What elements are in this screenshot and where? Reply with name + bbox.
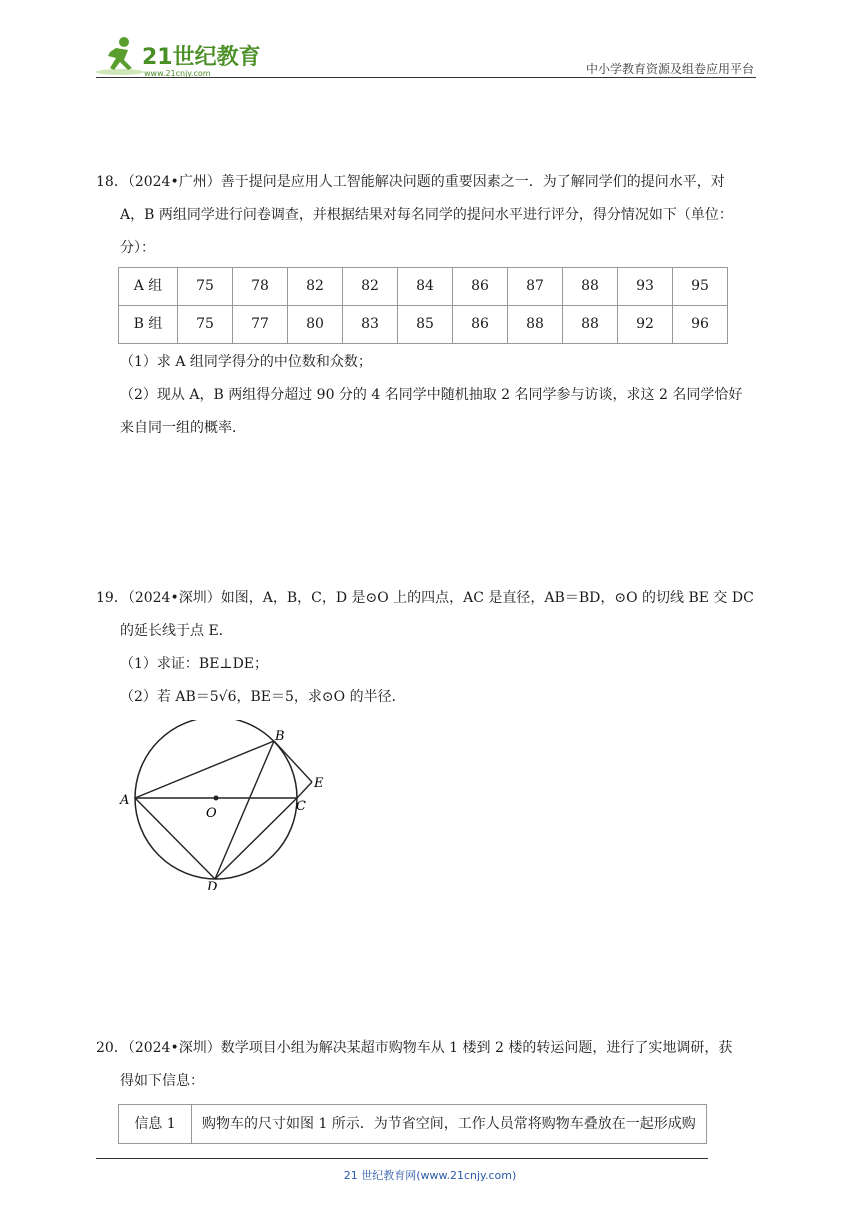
q20-number: 20． xyxy=(96,1040,128,1056)
table-cell: 88 xyxy=(563,306,618,344)
table-cell: 85 xyxy=(398,306,453,344)
table-cell: 77 xyxy=(233,306,288,344)
label-o: O xyxy=(206,806,217,821)
q18-stem-2: A，B 两组同学进行问卷调查，并根据结果对每名同学的提问水平进行评分，得分情况如下（单位： xyxy=(120,207,733,223)
table-cell: 82 xyxy=(288,268,343,306)
q18-stem-1: 善于提问是应用人工智能解决问题的重要因素之一．为了解同学们的提问水平，对 xyxy=(220,174,725,190)
table-cell: 86 xyxy=(453,306,508,344)
label-c: C xyxy=(296,799,306,814)
geometry-figure xyxy=(118,720,333,890)
label-b: B xyxy=(275,729,285,744)
footer-link[interactable]: 21 世纪教育网(www.21cnjy.com) xyxy=(343,1169,517,1182)
table-cell: 95 xyxy=(673,268,728,306)
q19-stem-2: 的延长线于点 E． xyxy=(120,623,233,639)
table-cell: 86 xyxy=(453,268,508,306)
table-cell: 80 xyxy=(288,306,343,344)
q19-number: 19． xyxy=(96,590,128,606)
segment-dc xyxy=(215,798,297,879)
logo-url: www.21cnjy.com xyxy=(144,69,211,78)
table-row xyxy=(119,1105,707,1144)
q20-stem-1: 数学项目小组为解决某超市购物车从 1 楼到 2 楼的转运问题，进行了实地调研，获 xyxy=(220,1040,733,1056)
table-cell: 88 xyxy=(508,306,563,344)
site-logo xyxy=(94,34,264,80)
q18-number: 18． xyxy=(96,174,128,190)
q18-part-2-cont: 来自同一组的概率． xyxy=(120,420,246,436)
table-cell: 87 xyxy=(508,268,563,306)
q19-part-1: （1）求证：BE⊥DE； xyxy=(120,656,269,672)
table-cell: 78 xyxy=(233,268,288,306)
tangent-be xyxy=(274,741,312,782)
q20-stem-2: 得如下信息： xyxy=(120,1073,204,1089)
runner-logo-icon xyxy=(94,34,264,80)
q18-source: （2024•广州） xyxy=(127,174,221,190)
table-row xyxy=(119,268,728,306)
table-cell: 75 xyxy=(178,306,233,344)
table-cell: 96 xyxy=(673,306,728,344)
q18-part-2: （2）现从 A，B 两组得分超过 90 分的 4 名同学中随机抽取 2 名同学参与访谈，求这 2 名同学恰好 xyxy=(120,387,743,403)
q18-part-1: （1）求 A 组同学得分的中位数和众数； xyxy=(120,354,372,370)
info-text: 购物车的尺寸如图 1 所示．为节省空间，工作人员常将购物车叠放在一起形成购 xyxy=(192,1105,707,1144)
footer-divider xyxy=(96,1158,708,1159)
info-table xyxy=(118,1104,707,1144)
table-cell: 88 xyxy=(563,268,618,306)
question-18 xyxy=(96,166,766,445)
row-label-a: A 组 xyxy=(119,268,178,306)
table-cell: 82 xyxy=(343,268,398,306)
table-cell: 83 xyxy=(343,306,398,344)
q20-source: （2024•深圳） xyxy=(127,1040,221,1056)
q19-source: （2024•深圳） xyxy=(127,590,221,606)
table-cell: 75 xyxy=(178,268,233,306)
table-row xyxy=(119,306,728,344)
label-a: A xyxy=(120,793,130,808)
info-label: 信息 1 xyxy=(119,1105,192,1144)
q19-part-2: （2）若 AB＝5√6，BE＝5，求⊙O 的半径． xyxy=(120,689,406,705)
logo-text: 21世纪教育 xyxy=(142,45,261,70)
center-point xyxy=(214,796,219,801)
row-label-b: B 组 xyxy=(119,306,178,344)
circle-diagram xyxy=(118,720,333,890)
table-cell: 92 xyxy=(618,306,673,344)
score-table xyxy=(118,267,728,344)
label-e: E xyxy=(314,776,324,791)
segment-ad xyxy=(135,798,215,879)
question-19 xyxy=(96,582,766,714)
q18-stem-3: 分）： xyxy=(120,240,155,256)
label-d: D xyxy=(207,880,218,890)
table-cell: 93 xyxy=(618,268,673,306)
segment-ce xyxy=(297,782,312,798)
platform-name: 中小学教育资源及组卷应用平台 xyxy=(585,62,754,76)
header-divider xyxy=(96,77,756,78)
question-20 xyxy=(96,1032,766,1144)
table-cell: 84 xyxy=(398,268,453,306)
q19-stem-1: 如图，A，B，C，D 是⊙O 上的四点，AC 是直径，AB＝BD，⊙O 的切线 BE 交 DC xyxy=(220,590,754,606)
